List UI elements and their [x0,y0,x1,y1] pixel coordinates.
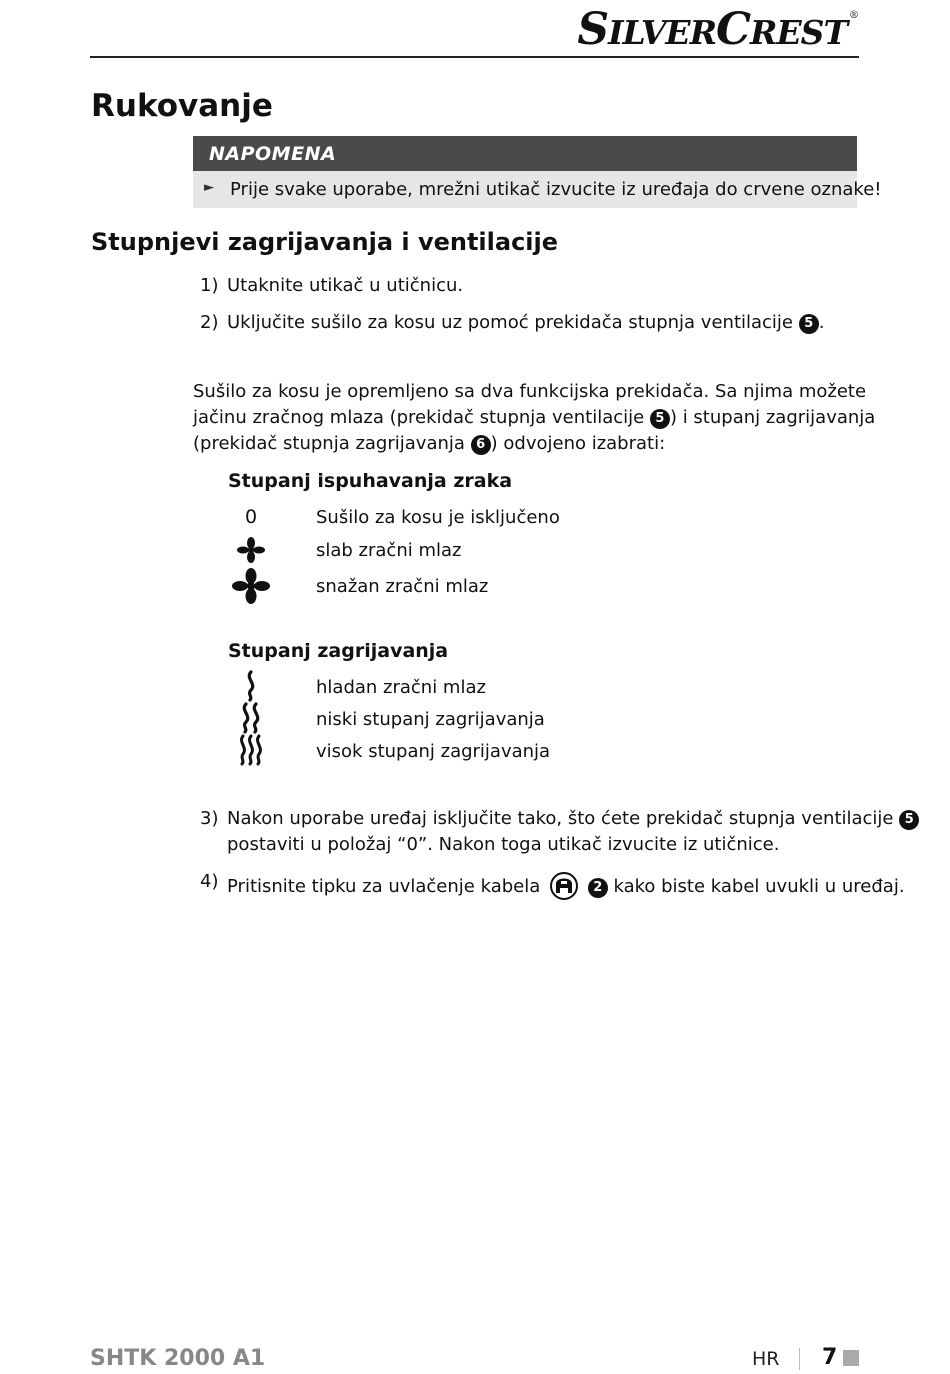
note-heading-bar [193,136,857,171]
reference-number-badge: 6 [471,435,491,455]
heat-row-text: visok stupanj zagrijavanja [316,741,551,762]
heat-two-waves-icon [231,700,271,736]
step-item-continuation: postaviti u položaj “0”. Nakon toga utikač izvucite iz utičnice. [227,834,780,855]
heat-table-heading: Stupanj zagrijavanja [228,640,449,662]
footer-language: HR [752,1348,780,1370]
heat-three-waves-icon [231,732,271,768]
reference-number-badge: 5 [650,409,670,429]
note-body [193,171,882,208]
fan-row-text: Sušilo za kosu je isključeno [316,507,560,528]
fan-table-heading: Stupanj ispuhavanja zraka [228,470,513,492]
triangle-right-icon: ► [204,180,214,195]
note-text: Prije svake uporabe, mrežni utikač izvucite iz uređaja do crvene oznake! [230,179,882,200]
reference-number-badge: 5 [799,314,819,334]
reference-number-badge: 5 [899,810,919,830]
page-title: Rukovanje [91,88,273,124]
page-number: 7 [822,1345,838,1370]
footer-divider [799,1348,800,1370]
heat-row-text: niski stupanj zagrijavanja [316,709,545,730]
brand-logo: SILVERCREST ® [577,4,858,55]
intro-paragraph: Sušilo za kosu je opremljeno sa dva funkcijska prekidača. Sa njima možete jačinu zračnog mlaza (prekidač stupnja ventilacije 5 ) i stupanj zagrijavanja (prekidač stupnja zagrijavanja 6 ) odvojeno izabrati: [193,381,876,454]
note-heading: NAPOMENA [209,143,337,165]
fan-row-text: snažan zračni mlaz [316,576,489,597]
heat-row-text: hladan zračni mlaz [316,677,486,698]
fan-row-text: slab zračni mlaz [316,540,462,561]
reference-number-badge: 2 [588,878,608,898]
section-title: Stupnjevi zagrijavanja i ventilacije [91,228,559,256]
fan-large-icon [231,568,271,604]
footer-square-marker [843,1350,859,1366]
header-rule [90,56,859,58]
cable-rewind-icon [548,871,580,906]
fan-small-icon [231,532,271,568]
footer-model: SHTK 2000 A1 [90,1346,266,1371]
fan-off-symbol: 0 [244,506,258,528]
heat-one-wave-icon [231,668,271,704]
